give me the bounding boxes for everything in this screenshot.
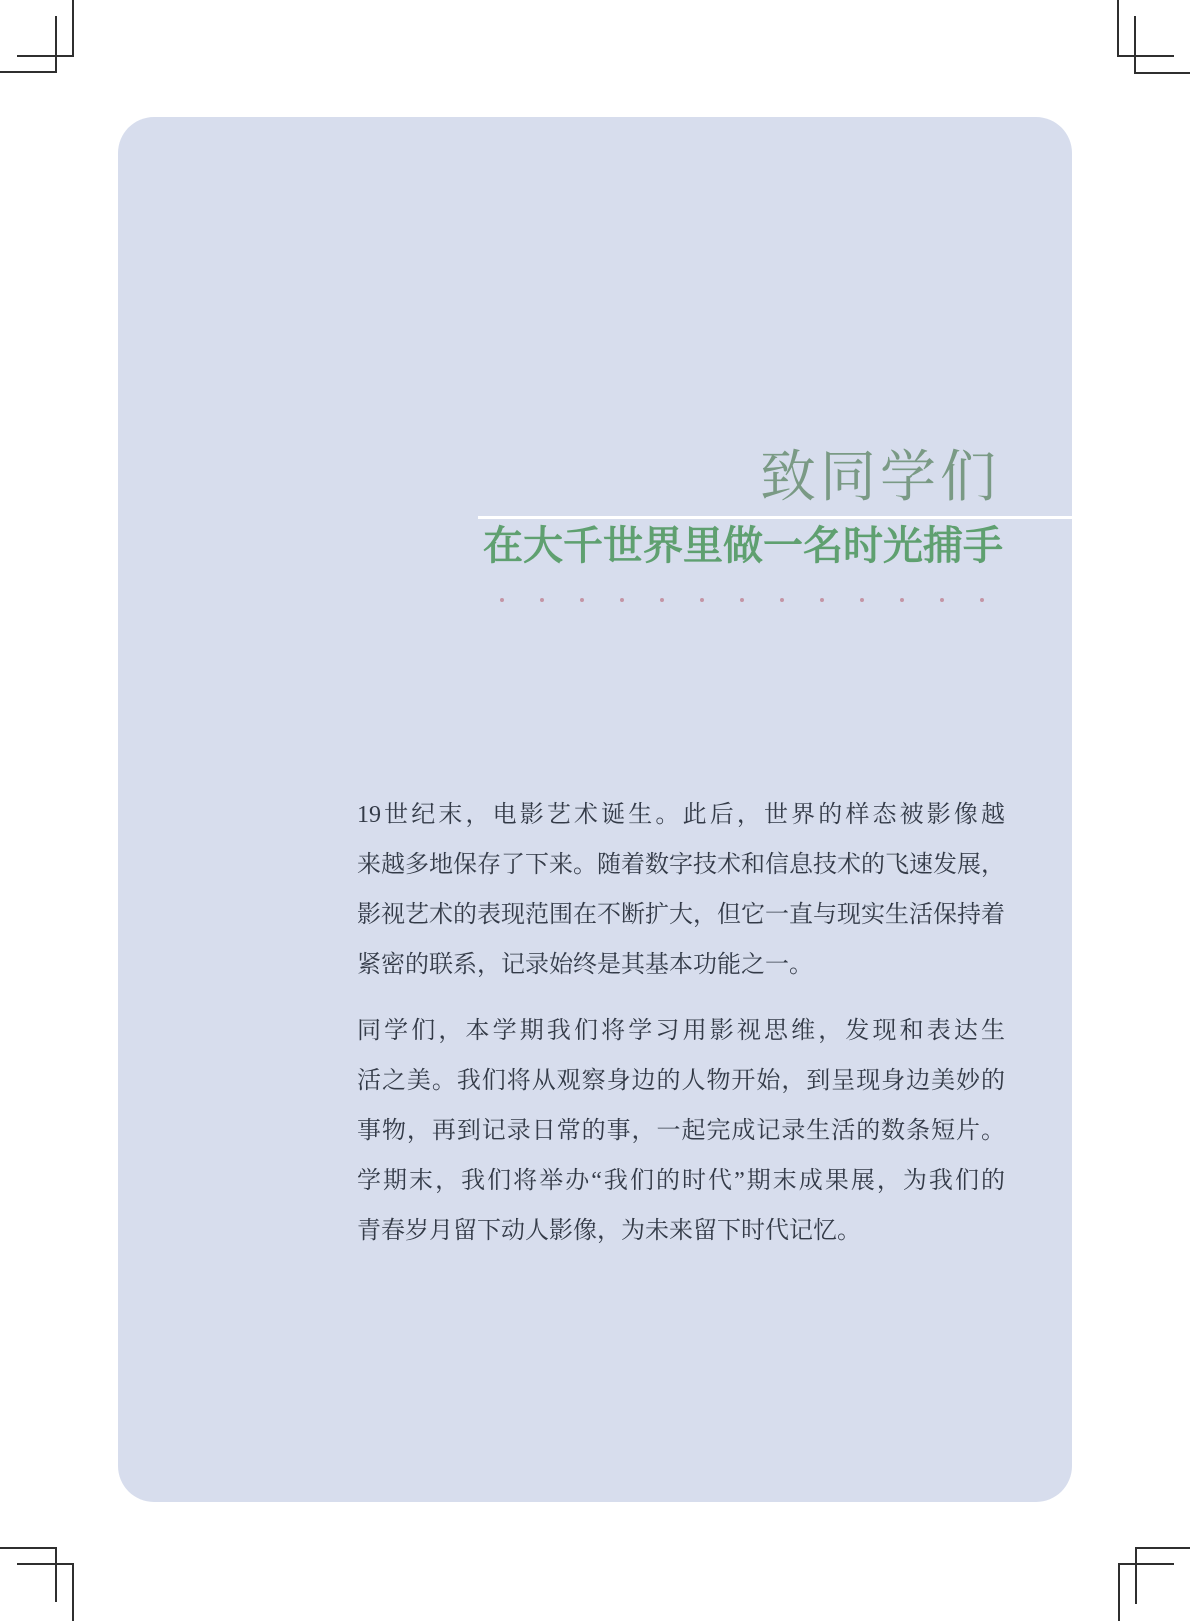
body-text	[357, 790, 1005, 1256]
text-line: 影视艺术的表现范围在不断扩大，但它一直与现实生活保持着	[357, 902, 1005, 928]
content-panel	[118, 117, 1072, 1502]
dot-icon	[660, 598, 664, 602]
dot-icon	[820, 598, 824, 602]
dot-icon	[500, 598, 504, 602]
crop-mark-top-right-inner	[1134, 16, 1190, 74]
dot-icon	[980, 598, 984, 602]
crop-mark-bottom-right-inner	[1118, 1563, 1174, 1621]
dot-icon	[700, 598, 704, 602]
dot-icon	[900, 598, 904, 602]
dot-icon	[860, 598, 864, 602]
text-line: 紧密的联系，记录始终是其基本功能之一。	[357, 952, 813, 978]
text-line: 青春岁月留下动人影像，为未来留下时代记忆。	[357, 1218, 861, 1244]
text-line: 19世纪末，电影艺术诞生。此后，世界的样态被影像越	[357, 802, 1005, 828]
paragraph-1	[357, 790, 1005, 990]
dot-icon	[580, 598, 584, 602]
text-line: 事物，再到记录日常的事，一起完成记录生活的数条短片。	[357, 1118, 1005, 1144]
decorative-dots	[500, 598, 984, 602]
paragraph-2	[357, 1006, 1005, 1256]
text-line: 来越多地保存了下来。随着数字技术和信息技术的飞速发展，	[357, 852, 1005, 878]
text-line: 学期末，我们将举办“我们的时代”期末成果展，为我们的	[357, 1168, 1005, 1194]
page-subtitle: 在大千世界里做一名时光捕手	[483, 524, 1003, 568]
text-line: 同学们，本学期我们将学习用影视思维，发现和表达生	[357, 1018, 1005, 1044]
title-divider-line	[478, 516, 1072, 519]
dot-icon	[620, 598, 624, 602]
page-title: 致同学们	[760, 447, 1000, 509]
dot-icon	[940, 598, 944, 602]
crop-mark-bottom-left-inner	[17, 1563, 74, 1621]
dot-icon	[540, 598, 544, 602]
dot-icon	[780, 598, 784, 602]
dot-icon	[740, 598, 744, 602]
text-line: 活之美。我们将从观察身边的人物开始，到呈现身边美妙的	[357, 1068, 1005, 1094]
crop-mark-top-left-inner	[0, 16, 57, 73]
